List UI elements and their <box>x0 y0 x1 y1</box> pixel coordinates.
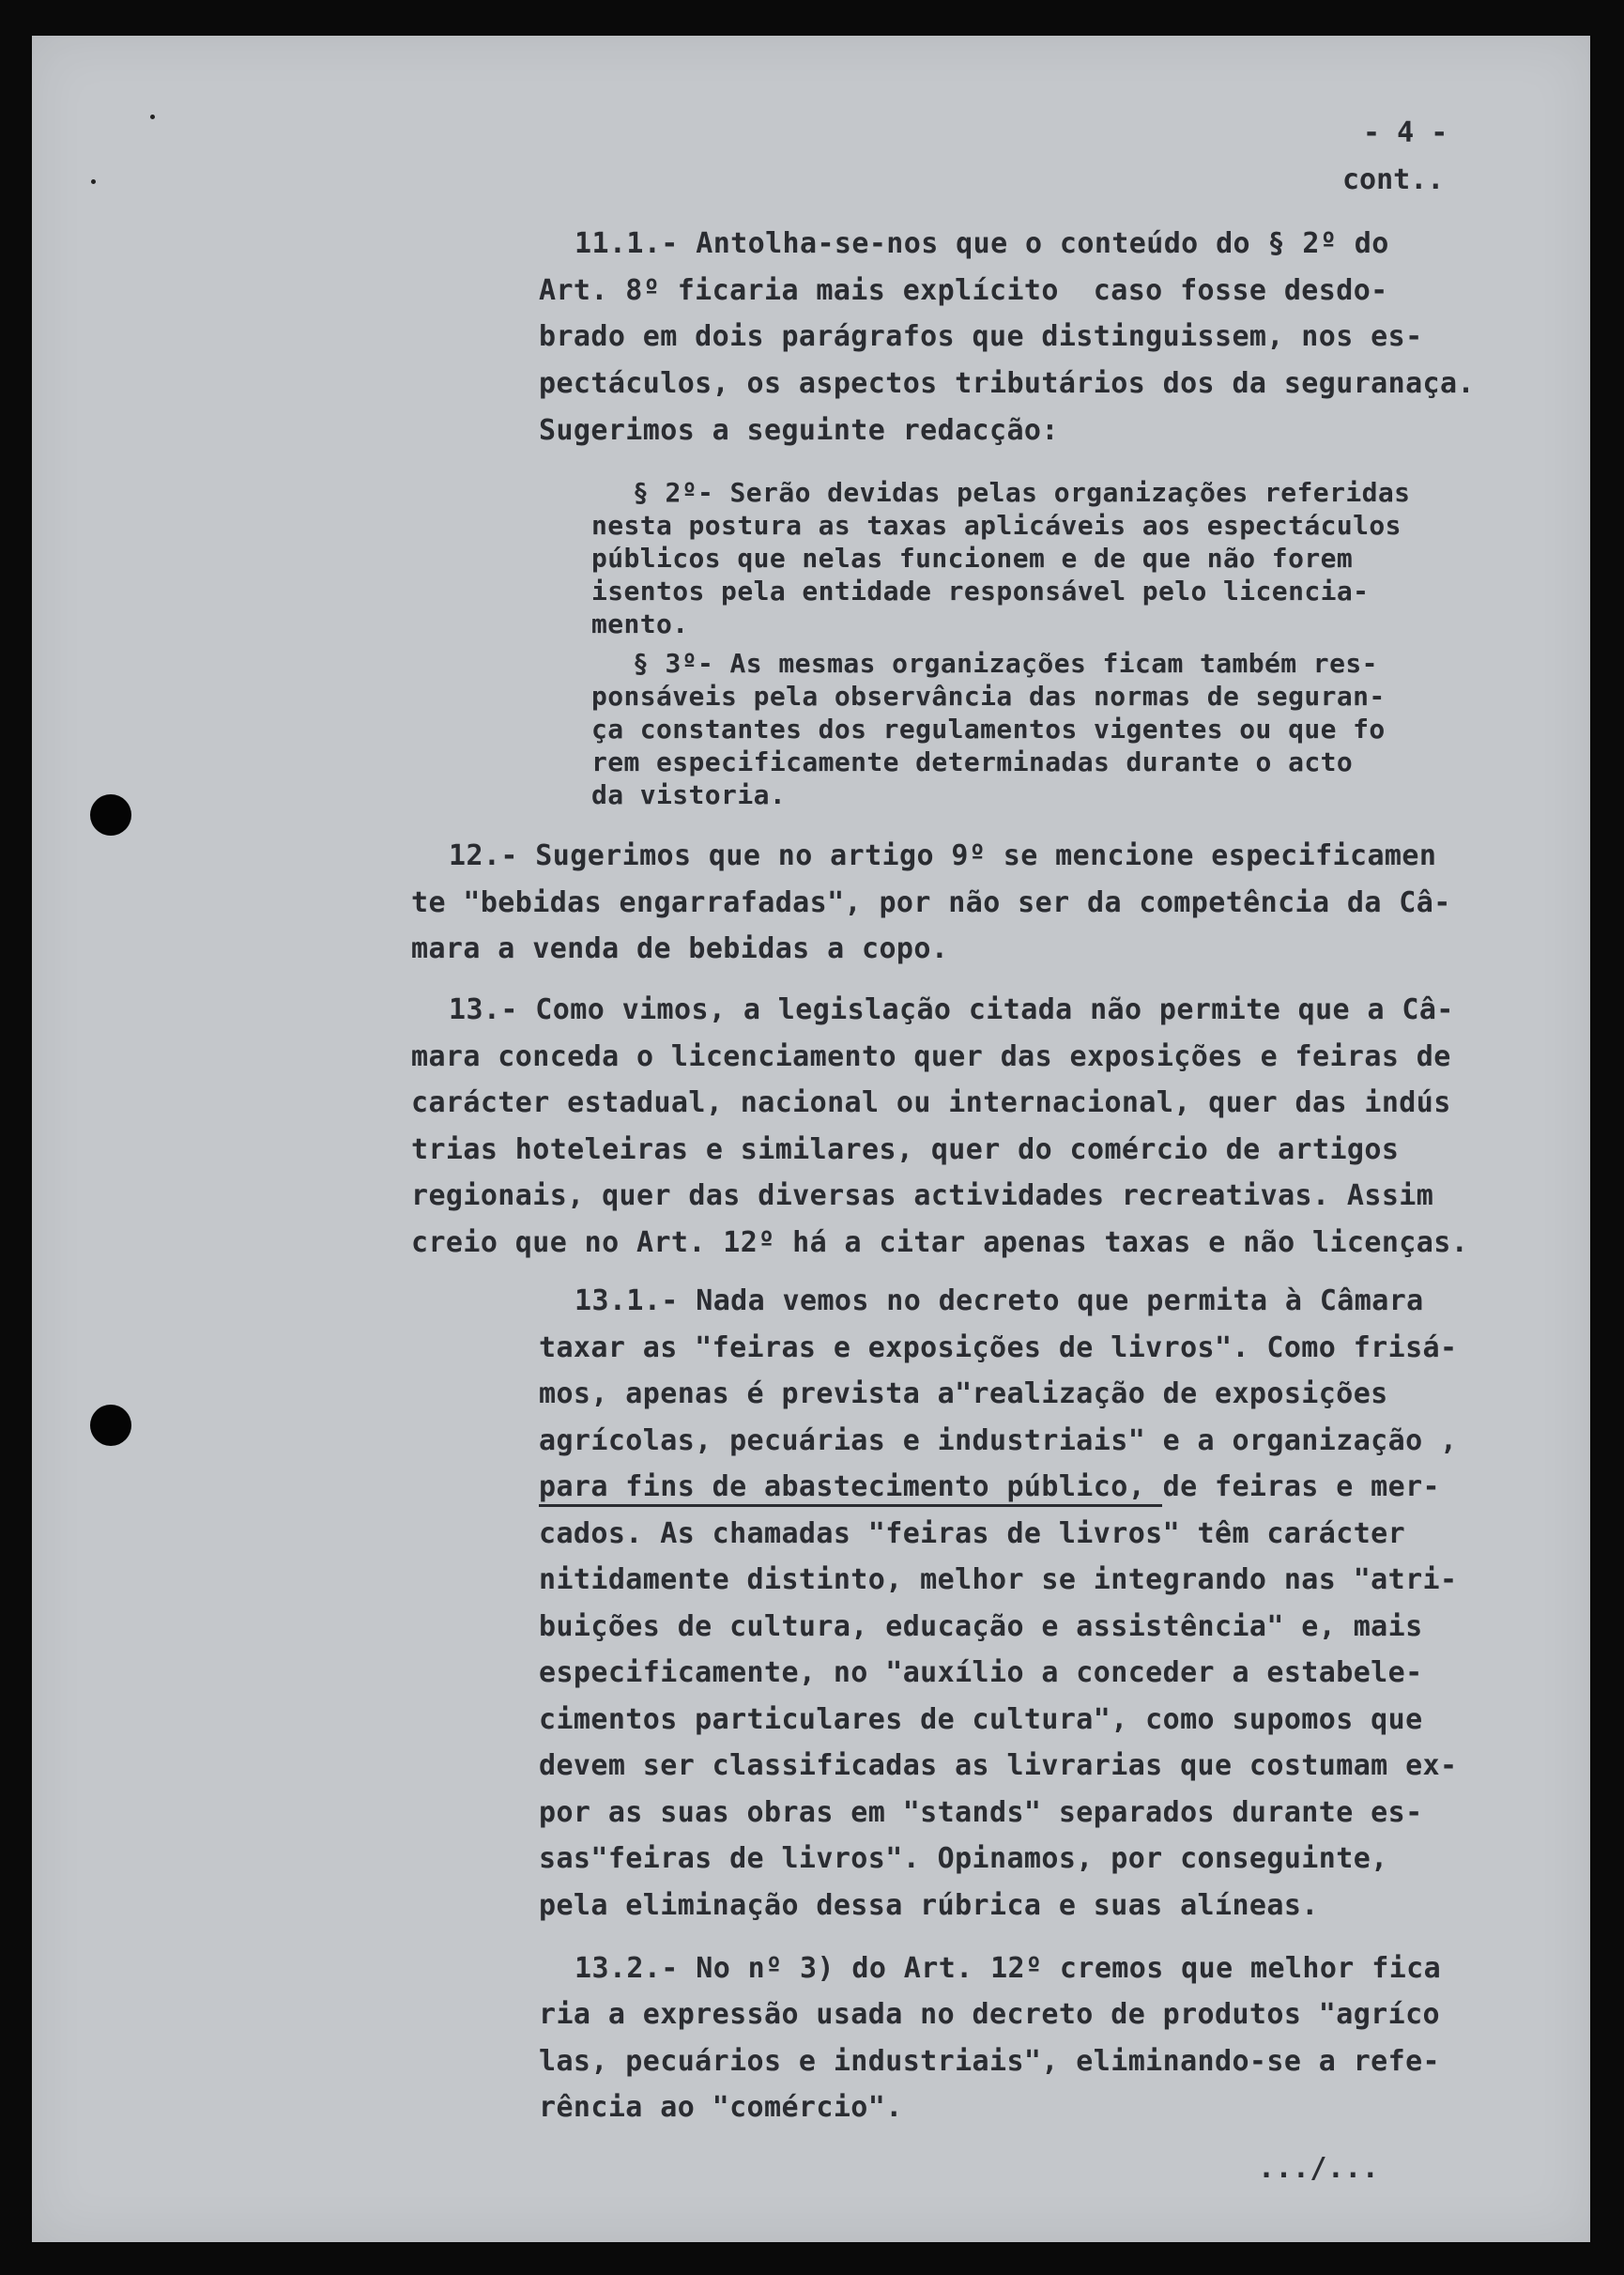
ink-dot <box>150 115 155 119</box>
text-line: mos, apenas é prevista a"realização de exposições <box>539 1377 1388 1410</box>
text-line: especificamente, no "auxílio a conceder a estabele- <box>539 1656 1423 1689</box>
text-line: creio que no Art. 12º há a citar apenas taxas e não licenças. <box>411 1226 1469 1259</box>
text-line: § 3º- As mesmas organizações ficam também res- <box>633 648 1378 679</box>
text-line: 11.1.- Antolha-se-nos que o conteúdo do § 2º do <box>575 227 1389 260</box>
text-line: 12.- Sugerimos que no artigo 9º se mencione especificamen <box>449 839 1437 872</box>
text-line: públicos que nelas funcionem e de que não forem <box>591 543 1354 574</box>
text-line: da vistoria. <box>591 779 787 810</box>
text-line: Sugerimos a seguinte redacção: <box>539 414 1059 447</box>
text-line: para fins de abastecimento público, de feiras e mer- <box>539 1470 1440 1503</box>
text-line: cimentos particulares de cultura", como supomos que <box>539 1703 1423 1736</box>
text-line: nitidamente distinto, melhor se integrando nas "atri- <box>539 1563 1458 1596</box>
document-page <box>32 36 1590 2242</box>
continuation-mark: .../... <box>1258 2152 1380 2185</box>
text-line: ria a expressão usada no decreto de produtos "agríco <box>539 1998 1440 2031</box>
text-line: trias hoteleiras e similares, quer do comércio de artigos <box>411 1133 1400 1166</box>
text-line: ça constantes dos regulamentos vigentes ou que fo <box>591 714 1386 745</box>
page-number: - 4 - <box>1363 116 1448 149</box>
underline <box>539 1504 1162 1507</box>
text-line: brado em dois parágrafos que distinguissem, nos es- <box>539 320 1423 353</box>
text-line: pectáculos, os aspectos tributários dos da seguranaça. <box>539 367 1475 400</box>
text-line: las, pecuários e industriais", eliminando-se a refe- <box>539 2045 1440 2078</box>
text-line: sas"feiras de livros". Opinamos, por conseguinte, <box>539 1842 1388 1875</box>
text-line: mara conceda o licenciamento quer das exposições e feiras de <box>411 1040 1451 1073</box>
text-line: mento. <box>591 608 689 639</box>
text-line: mara a venda de bebidas a copo. <box>411 932 949 965</box>
text-line: buições de cultura, educação e assistência" e, mais <box>539 1610 1423 1643</box>
text-line: rência ao "comércio". <box>539 2091 903 2124</box>
punch-hole-top <box>90 794 131 836</box>
text-line: taxar as "feiras e exposições de livros". Como frisá- <box>539 1331 1458 1364</box>
text-line: Art. 8º ficaria mais explícito caso fosse desdo- <box>539 274 1388 307</box>
ink-dot <box>91 179 96 184</box>
continuation-label: cont.. <box>1342 163 1445 196</box>
text-line: 13.1.- Nada vemos no decreto que permita à Câmara <box>575 1284 1424 1317</box>
text-line: te "bebidas engarrafadas", por não ser da competência da Câ- <box>411 886 1451 919</box>
text-line: cados. As chamadas "feiras de livros" têm carácter <box>539 1517 1406 1550</box>
text-line: 13.- Como vimos, a legislação citada não permite que a Câ- <box>449 993 1454 1026</box>
text-line: rem especificamente determinadas durante o acto <box>591 746 1354 777</box>
text-line: ponsáveis pela observância das normas de seguran- <box>591 681 1386 712</box>
text-line: por as suas obras em "stands" separados durante es- <box>539 1796 1423 1829</box>
punch-hole-bottom <box>90 1405 131 1446</box>
text-line: regionais, quer das diversas actividades recreativas. Assim <box>411 1179 1434 1212</box>
text-line: isentos pela entidade responsável pelo licencia- <box>591 576 1370 607</box>
text-line: pela eliminação dessa rúbrica e suas alíneas. <box>539 1889 1319 1922</box>
text-line: agrícolas, pecuárias e industriais" e a organização , <box>539 1424 1458 1457</box>
text-line: devem ser classificadas as livrarias que costumam ex- <box>539 1749 1458 1782</box>
text-line: § 2º- Serão devidas pelas organizações referidas <box>633 477 1411 508</box>
text-line: nesta postura as taxas aplicáveis aos espectáculos <box>591 510 1402 541</box>
text-line: 13.2.- No nº 3) do Art. 12º cremos que melhor fica <box>575 1952 1442 1985</box>
text-line: carácter estadual, nacional ou internacional, quer das indús <box>411 1086 1451 1119</box>
